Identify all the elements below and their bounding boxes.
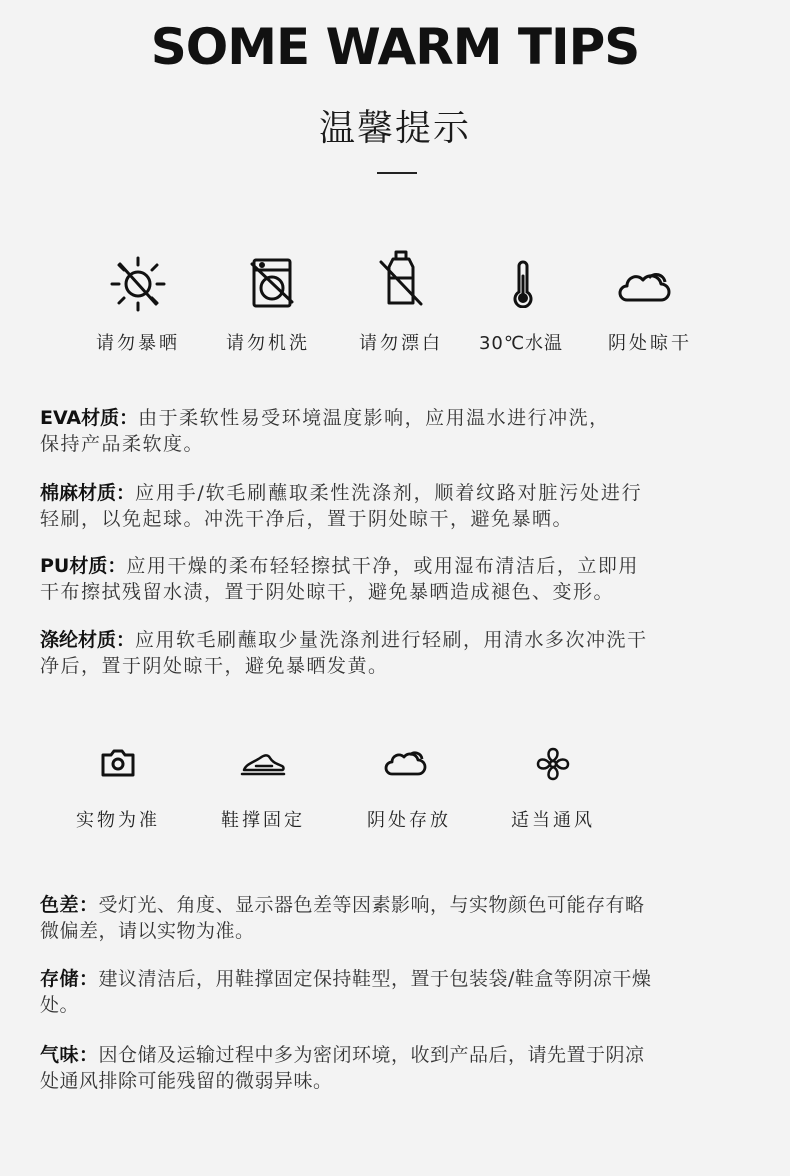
note-key: 气味： [40,1044,99,1066]
storage-item-ventilate [488,744,618,784]
material-text: 应用手/软毛刷蘸取柔性洗涤剂，顺着纹路对脏污处进行 [135,482,643,504]
note-text: 处。 [40,994,80,1016]
care-item-no-machine-wash [207,254,337,314]
material-text: 应用干燥的柔布轻轻擦拭干净，或用湿布清洁后，立即用 [126,555,639,577]
note-key: 色差： [40,894,99,916]
care-label-water-temp: 30℃水温 [478,333,564,354]
storage-label-shoe-tree: 鞋撑固定 [221,810,305,831]
note-key: 存储： [40,968,99,990]
material-eva [40,405,760,457]
material-key: EVA材质： [40,407,139,429]
material-text: 净后，置于阴处晾干，避免暴晒发黄。 [40,655,389,677]
material-text: 干布擦拭残留水渍，置于阴处晾干，避免暴晒造成褪色、变形。 [40,581,615,603]
thermometer-icon [491,258,555,308]
material-text: 应用软毛刷蘸取少量洗涤剂进行轻刷，用清水多次冲洗干 [135,629,648,651]
material-polyester [40,627,760,679]
note-odor [40,1042,760,1094]
material-pu [40,553,760,605]
storage-item-shade [342,744,472,780]
care-item-no-sun [73,252,203,316]
note-text: 因仓储及运输过程中多为密闭环境，收到产品后，请先置于阴凉 [98,1044,645,1066]
material-key: 棉麻材质： [40,482,136,504]
care-item-shade-dry [580,264,710,308]
care-label-no-machine-wash: 请勿机洗 [226,333,310,354]
material-text: 保持产品柔软度。 [40,433,205,455]
storage-label-ventilate: 适当通风 [511,810,595,831]
note-text: 处通风排除可能残留的微弱异味。 [40,1070,333,1092]
storage-label-shade: 阴处存放 [367,810,451,831]
care-item-water-temp [458,258,588,308]
care-item-no-bleach [336,248,466,312]
note-color-difference [40,892,760,944]
material-text: 由于柔软性易受环境温度影响，应用温水进行冲洗， [138,407,610,429]
storage-item-actual [53,745,183,781]
cloud-icon [382,744,432,780]
title-divider [377,172,417,174]
page-subtitle: 温馨提示 [318,108,471,149]
shoe-tree-icon [238,748,288,778]
cloud-icon [613,264,677,308]
note-text: 受灯光、角度、显示器色差等因素影响，与实物颜色可能存有略 [98,894,645,916]
camera-icon [98,745,138,781]
care-label-shade-dry: 阴处晾干 [608,333,692,354]
no-sun-icon [106,252,170,316]
material-key: PU材质： [40,555,127,577]
page-title: SOME WARM TIPS [150,18,640,76]
care-label-no-sun: 请勿暴晒 [96,333,180,354]
note-storage [40,966,760,1018]
storage-label-actual: 实物为准 [76,810,160,831]
material-key: 涤纶材质： [40,629,136,651]
note-text: 建议清洁后，用鞋撑固定保持鞋型，置于包装袋/鞋盒等阴凉干燥 [98,968,652,990]
no-machine-wash-icon [240,254,304,314]
note-text: 微偏差，请以实物为准。 [40,920,255,942]
material-cotton-linen [40,480,760,532]
material-text: 轻刷，以免起球。冲洗干净后，置于阴处晾干，避免暴晒。 [40,508,574,530]
care-label-no-bleach: 请勿漂白 [359,333,443,354]
no-bleach-icon [369,248,433,312]
fan-icon [533,744,573,784]
storage-item-shoe-tree [198,748,328,778]
